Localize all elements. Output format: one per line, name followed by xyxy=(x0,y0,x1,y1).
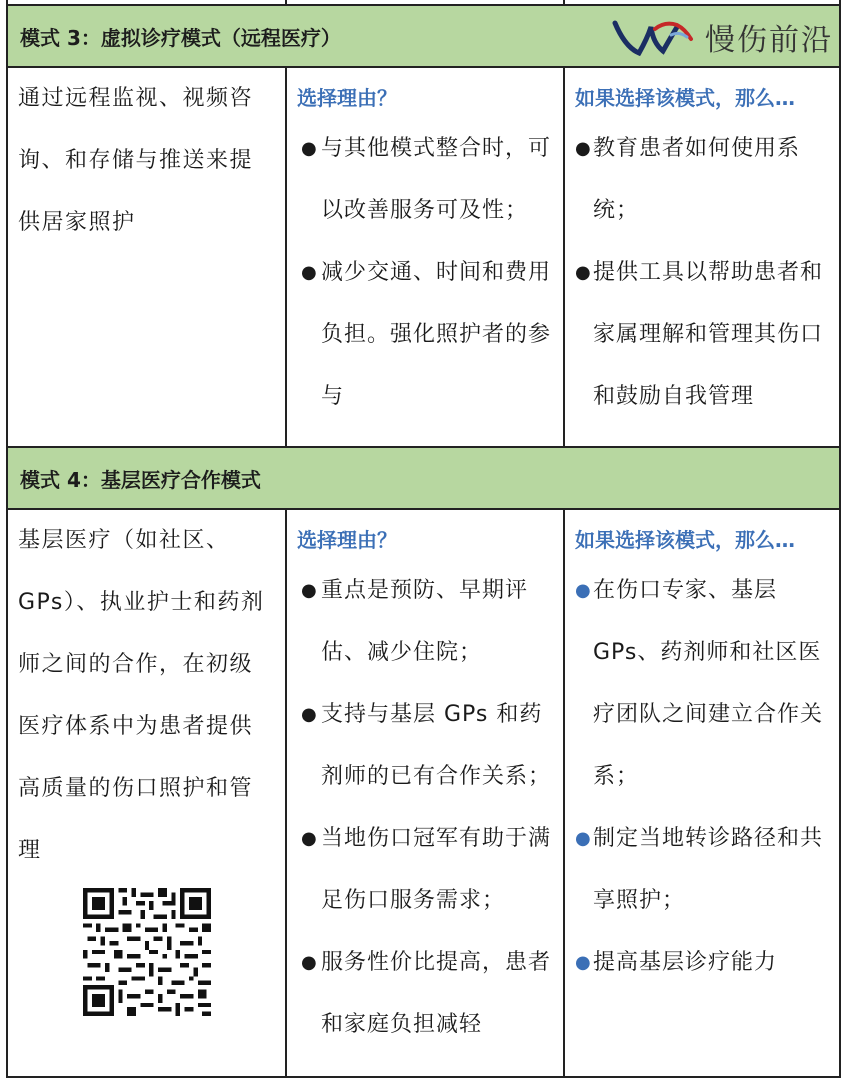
bullet-icon: ● xyxy=(301,952,318,973)
actions-list xyxy=(575,560,829,994)
description-cell xyxy=(8,68,287,446)
list-item: ● 服务性价比提高，患者和家庭负担减轻 xyxy=(297,932,553,1056)
mode-description: 基层医疗（如社区、GPs）、执业护士和药剂师之间的合作，在初级医疗体系中为患者提供高质量的伤口照护和管理 xyxy=(18,528,265,863)
bullet-icon: ● xyxy=(301,262,318,283)
list-item: ● 制定当地转诊路径和共享照护； xyxy=(575,808,829,932)
section-title: 模式 3：虚拟诊疗模式（远程医疗） xyxy=(20,25,341,50)
document-table xyxy=(6,0,841,1078)
actions-cell xyxy=(565,510,839,1076)
actions-list xyxy=(575,118,829,428)
section-title: 模式 4：基层医疗合作模式 xyxy=(20,467,261,492)
reasons-header: 选择理由？ xyxy=(297,528,397,552)
actions-cell xyxy=(565,68,839,446)
reasons-header: 选择理由？ xyxy=(297,86,397,110)
description-cell xyxy=(8,510,287,1076)
bullet-icon: ● xyxy=(575,580,592,601)
list-item: ● 与其他模式整合时，可以改善服务可及性； xyxy=(297,118,553,242)
bullet-icon: ● xyxy=(301,580,318,601)
qr-code-icon xyxy=(83,888,211,1016)
brand-logo-text: 慢伤前沿 xyxy=(705,23,833,58)
section-header-mode-4 xyxy=(8,448,839,510)
list-item: ● 支持与基层 GPs 和药剂师的已有合作关系； xyxy=(297,684,553,808)
bullet-icon: ● xyxy=(575,952,592,973)
list-item: ● 教育患者如何使用系统； xyxy=(575,118,829,242)
list-item: ● 重点是预防、早期评估、减少住院； xyxy=(297,560,553,684)
bullet-icon: ● xyxy=(301,704,318,725)
bullet-icon: ● xyxy=(575,138,592,159)
section-row-mode-3 xyxy=(8,68,839,448)
bullet-icon: ● xyxy=(301,138,318,159)
section-row-mode-4 xyxy=(8,510,839,1078)
list-item: ● 减少交通、时间和费用负担。强化照护者的参与 xyxy=(297,242,553,428)
actions-header: 如果选择该模式，那么… xyxy=(575,528,795,552)
mode-table xyxy=(6,0,841,1078)
bullet-icon: ● xyxy=(301,828,318,849)
list-item: ● 提供工具以帮助患者和家属理解和管理其伤口和鼓励自我管理 xyxy=(575,242,829,428)
reasons-list xyxy=(297,560,553,1056)
list-item: ● 在伤口专家、基层 GPs、药剂师和社区医疗团队之间建立合作关系； xyxy=(575,560,829,808)
reasons-cell xyxy=(287,68,565,446)
mode-description: 通过远程监视、视频咨询、和存储与推送来提供居家照护 xyxy=(18,86,254,235)
list-item: ● 提高基层诊疗能力 xyxy=(575,932,829,994)
reasons-cell xyxy=(287,510,565,1076)
brand-swoosh-icon xyxy=(611,17,701,57)
list-item: ● 当地伤口冠军有助于满足伤口服务需求； xyxy=(297,808,553,932)
section-header-mode-3 xyxy=(8,6,839,68)
reasons-list xyxy=(297,118,553,428)
bullet-icon: ● xyxy=(575,828,592,849)
bullet-icon: ● xyxy=(575,262,592,283)
brand-logo xyxy=(611,16,833,58)
actions-header: 如果选择该模式，那么… xyxy=(575,86,795,110)
